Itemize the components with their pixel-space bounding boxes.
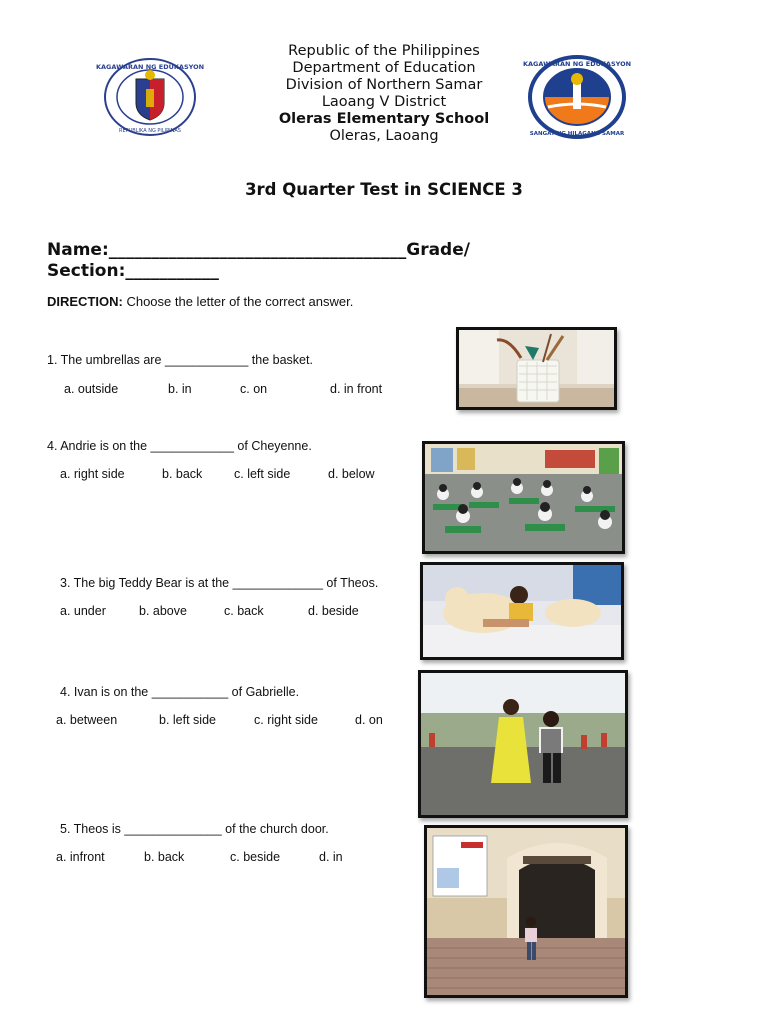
question-4-choice-c: c. right side — [254, 713, 318, 727]
direction-label: DIRECTION: — [47, 294, 123, 309]
deped-seal-logo — [95, 57, 205, 137]
question-4-choice-a: a. between — [56, 713, 118, 727]
school-name: Oleras Elementary School — [278, 111, 490, 127]
question-5-choice-a: a. infront — [56, 850, 105, 864]
question-2-choice-a: a. right side — [60, 467, 125, 481]
question-4-choice-b: b. left side — [159, 713, 216, 727]
question-1-choice-b: b. in — [168, 382, 192, 396]
header-line-district: Laoang V District — [321, 94, 447, 110]
svg-text:KAGAWARAN NG EDUKASYON: KAGAWARAN NG EDUKASYON — [95, 63, 205, 71]
header-block — [234, 43, 534, 145]
question-1-choice-a: a. outside — [64, 382, 119, 396]
question-3-text: 3. The big Teddy Bear is at the _____________ of Theos. — [60, 576, 379, 590]
header-line-republic: Republic of the Philippines — [288, 43, 480, 59]
question-2-choice-c: c. left side — [234, 467, 291, 481]
question-4-choice-d: d. on — [355, 713, 383, 727]
svg-text:SANGAY NG HILAGANG SAMAR: SANGAY NG HILAGANG SAMAR — [529, 131, 625, 137]
question-3-choice-b: b. above — [139, 604, 187, 618]
section-line: Section:___________ — [47, 261, 219, 281]
direction-instruction: Choose the letter of the correct answer. — [122, 294, 354, 309]
division-seal-logo — [522, 55, 632, 139]
two-children-photo — [418, 670, 628, 818]
question-2-choice-d: d. below — [328, 467, 375, 481]
header-line-division: Division of Northern Samar — [285, 77, 483, 93]
classroom-photo — [422, 441, 625, 554]
name-grade-line: Name:___________________________________Grade/ — [47, 240, 470, 260]
test-title: 3rd Quarter Test in SCIENCE 3 — [245, 180, 523, 199]
question-1-text: 1. The umbrellas are ____________ the basket. — [47, 353, 313, 367]
name-grade-section-fields — [47, 240, 727, 282]
question-5-choice-d: d. in — [319, 850, 343, 864]
question-3-choice-a: a. under — [60, 604, 106, 618]
church-door-photo — [424, 825, 628, 998]
question-5-choice-c: c. beside — [230, 850, 281, 864]
direction-text — [47, 294, 353, 309]
header-line-department: Department of Education — [292, 60, 476, 76]
school-location: Oleras, Laoang — [329, 128, 439, 144]
teddy-bear-photo — [420, 562, 624, 660]
question-2-choice-b: b. back — [162, 467, 203, 481]
question-1-choice-c: c. on — [240, 382, 268, 396]
question-3-choice-c: c. back — [224, 604, 264, 618]
question-5-text: 5. Theos is ______________ of the church door. — [60, 822, 329, 836]
question-4-text: 4. Ivan is on the ___________ of Gabrielle. — [60, 685, 300, 699]
question-5-choice-b: b. back — [144, 850, 185, 864]
svg-text:KAGAWARAN NG EDUKASYON: KAGAWARAN NG EDUKASYON — [522, 60, 632, 68]
svg-text:REPUBLIKA NG PILIPINAS: REPUBLIKA NG PILIPINAS — [119, 128, 181, 134]
question-2-text: 4. Andrie is on the ____________ of Cheyenne. — [47, 439, 312, 453]
umbrellas-in-basket-photo — [456, 327, 617, 410]
question-1-choice-d: d. in front — [330, 382, 383, 396]
question-3-choice-d: d. beside — [308, 604, 359, 618]
